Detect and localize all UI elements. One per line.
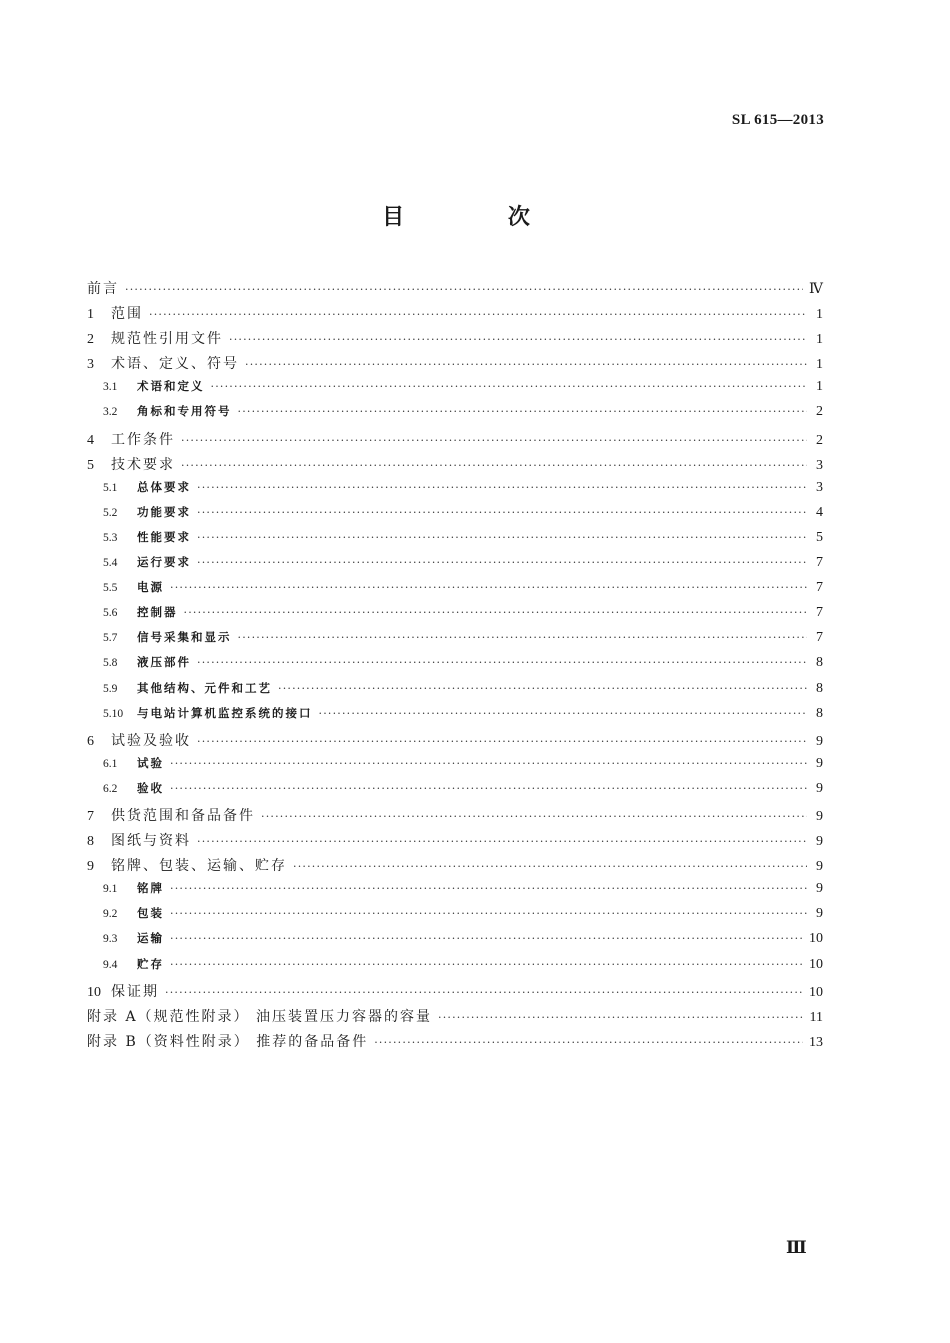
toc-entry-number: 6.2 (103, 782, 118, 795)
toc-entry-number: 5.2 (103, 506, 118, 519)
toc-leader-dots (319, 707, 808, 720)
toc-entry-number: 4 (87, 432, 94, 448)
toc-entry-label: 保证期 (111, 983, 159, 1000)
toc-entry-label: 运行要求 (137, 555, 191, 570)
toc-entry-label: 贮存 (137, 956, 164, 971)
toc-entry (87, 403, 823, 428)
toc-entry (87, 680, 823, 705)
toc-leader-dots (149, 308, 807, 321)
toc-leader-dots (229, 333, 807, 346)
toc-leader-dots (181, 434, 807, 447)
toc-entry-label: 范围 (111, 306, 143, 323)
toc-entry-label: 试验 (137, 755, 164, 770)
toc-entry-page: 9 (816, 906, 823, 922)
toc-title: 目 次 (382, 205, 578, 230)
toc-entry (87, 378, 823, 403)
toc-entry-label: 规范性引用文件 (111, 331, 223, 348)
toc-leader-dots (278, 682, 807, 695)
toc-entry-page: 3 (816, 479, 823, 495)
toc-leader-dots (197, 835, 807, 848)
toc-entry (87, 303, 823, 328)
toc-entry (87, 454, 823, 479)
toc-entry-number: 2 (87, 332, 94, 348)
toc-entry (87, 780, 823, 805)
toc-leader-dots (181, 459, 807, 472)
toc-leader-dots (170, 907, 807, 920)
toc-entry-number: 9.2 (103, 908, 118, 921)
toc-entry (87, 429, 823, 454)
toc-entry-number: 5.10 (103, 707, 124, 720)
toc-entry-label: 包装 (137, 906, 164, 921)
toc-leader-dots (165, 986, 803, 999)
toc-entry (87, 930, 823, 955)
toc-entry-label: 与电站计算机监控系统的接口 (137, 705, 313, 720)
toc-entry-page: 9 (816, 881, 823, 897)
toc-entry (87, 880, 823, 905)
toc-entry-page: 7 (816, 630, 823, 646)
toc-leader-dots (197, 735, 807, 748)
toc-entry (87, 654, 823, 679)
page-number: Ⅲ (786, 1238, 807, 1257)
toc-entry-label: 试验及验收 (111, 732, 191, 749)
toc-entry-page: 10 (809, 931, 823, 947)
toc-entry (87, 905, 823, 930)
toc-entry-page: 7 (816, 605, 823, 621)
toc-leader-dots (197, 506, 807, 519)
toc-entry (87, 579, 823, 604)
toc-leader-dots (170, 581, 807, 594)
toc-entry-page: 9 (816, 780, 823, 796)
toc-entry-number: 5.7 (103, 632, 118, 645)
toc-entry-label: 电源 (137, 580, 164, 595)
toc-entry-label: 附录 A（规范性附录） 油压装置压力容器的容量 (87, 1008, 433, 1025)
toc-entry-page: 9 (816, 834, 823, 850)
toc-leader-dots (245, 358, 807, 371)
toc-entry-label: 附录 B（资料性附录） 推荐的备品备件 (87, 1033, 369, 1050)
toc-entry-page: 9 (816, 755, 823, 771)
toc-entry-label: 液压部件 (137, 655, 191, 670)
toc-entry (87, 981, 823, 1006)
toc-entry-number: 5 (87, 457, 94, 473)
toc-entry-page: 2 (816, 432, 823, 448)
toc-entry-page: 8 (816, 680, 823, 696)
toc-entry-number: 8 (87, 834, 94, 850)
toc-entry (87, 353, 823, 378)
toc-entry-page: 4 (816, 504, 823, 520)
toc-entry-number: 7 (87, 808, 94, 824)
toc-entry (87, 479, 823, 504)
toc-entry-number: 5.8 (103, 657, 118, 670)
toc-leader-dots (438, 1011, 804, 1024)
toc-entry-label: 铭牌 (137, 881, 164, 896)
toc-entry-page: 9 (816, 859, 823, 875)
toc-entry-page: 13 (809, 1034, 823, 1050)
toc-entry-number: 6 (87, 733, 94, 749)
toc-entry-page: 3 (816, 457, 823, 473)
toc-leader-dots (238, 631, 808, 644)
toc-entry (87, 805, 823, 830)
toc-entry (87, 755, 823, 780)
toc-leader-dots (211, 380, 808, 393)
toc-entry (87, 730, 823, 755)
toc-entry-number: 5.6 (103, 607, 118, 620)
toc-entry-page: 5 (816, 529, 823, 545)
toc-entry-page: 1 (816, 307, 823, 323)
toc-entry (87, 1031, 823, 1056)
toc-entry-label: 总体要求 (137, 479, 191, 494)
toc-entry-label: 其他结构、元件和工艺 (137, 680, 272, 695)
toc-entry-number: 1 (87, 307, 94, 323)
toc-entry (87, 604, 823, 629)
toc-entry (87, 830, 823, 855)
toc-entry-page: 2 (816, 404, 823, 420)
toc-entry (87, 1006, 823, 1031)
toc-entry-page: 8 (816, 705, 823, 721)
toc-leader-dots (170, 757, 807, 770)
toc-leader-dots (170, 782, 807, 795)
toc-leader-dots (197, 556, 807, 569)
toc-entry-number: 3.1 (103, 381, 118, 394)
toc-leader-dots (170, 882, 807, 895)
toc-entry-page: Ⅳ (809, 282, 823, 297)
toc-entry-label: 供货范围和备品备件 (111, 807, 255, 824)
toc-leader-dots (293, 860, 807, 873)
toc-entry-label: 术语、定义、符号 (111, 356, 239, 373)
toc-entry-number: 5.5 (103, 582, 118, 595)
toc-entry (87, 529, 823, 554)
toc-entry-label: 验收 (137, 780, 164, 795)
toc-entry-number: 9.3 (103, 933, 118, 946)
toc-entry-number: 10 (87, 984, 101, 1000)
toc-entry (87, 554, 823, 579)
toc-entry-number: 5.9 (103, 682, 118, 695)
toc-entry-page: 1 (816, 332, 823, 348)
toc-entry-label: 图纸与资料 (111, 833, 191, 850)
toc-entry (87, 956, 823, 981)
toc-entry-label: 性能要求 (137, 529, 191, 544)
document-code: SL 615—2013 (731, 112, 824, 128)
toc-entry-label: 角标和专用符号 (137, 404, 232, 419)
toc-leader-dots (261, 810, 807, 823)
toc-entry-number: 6.1 (103, 757, 118, 770)
toc-entry-page: 9 (816, 808, 823, 824)
toc-entry-number: 5.3 (103, 531, 118, 544)
toc-leader-dots (197, 481, 807, 494)
toc-entry (87, 504, 823, 529)
toc-entry (87, 328, 823, 353)
toc-entry (87, 278, 823, 303)
toc-entry-label: 术语和定义 (137, 379, 205, 394)
toc-entry-number: 9.1 (103, 883, 118, 896)
toc-entry-number: 9.4 (103, 958, 118, 971)
toc-entry-page: 10 (809, 984, 823, 1000)
toc-leader-dots (238, 405, 808, 418)
toc-entry-page: 11 (809, 1009, 823, 1025)
toc-entry-page: 1 (816, 379, 823, 395)
toc-entry (87, 629, 823, 654)
toc-entry (87, 855, 823, 880)
toc-entry-label: 信号采集和显示 (137, 630, 232, 645)
toc-leader-dots (125, 283, 803, 296)
toc-entry-label: 铭牌、包装、运输、贮存 (111, 858, 287, 875)
toc-entry-number: 9 (87, 859, 94, 875)
table-of-contents (87, 278, 823, 1056)
toc-entry-label: 功能要求 (137, 504, 191, 519)
toc-entry-label: 技术要求 (111, 456, 175, 473)
toc-entry (87, 705, 823, 730)
toc-entry-label: 工作条件 (111, 431, 175, 448)
toc-entry-page: 1 (816, 357, 823, 373)
toc-leader-dots (184, 606, 808, 619)
toc-entry-page: 10 (809, 956, 823, 972)
toc-entry-number: 3.2 (103, 406, 118, 419)
toc-entry-page: 9 (816, 733, 823, 749)
toc-entry-label: 前言 (87, 281, 119, 297)
toc-entry-page: 7 (816, 580, 823, 596)
toc-leader-dots (170, 958, 803, 971)
toc-leader-dots (197, 531, 807, 544)
toc-entry-number: 5.1 (103, 481, 118, 494)
toc-entry-page: 7 (816, 555, 823, 571)
toc-entry-number: 5.4 (103, 557, 118, 570)
toc-entry-label: 运输 (137, 931, 164, 946)
toc-entry-number: 3 (87, 357, 94, 373)
toc-leader-dots (197, 656, 807, 669)
toc-leader-dots (170, 932, 803, 945)
toc-leader-dots (374, 1036, 803, 1049)
toc-entry-page: 8 (816, 655, 823, 671)
toc-entry-label: 控制器 (137, 605, 178, 620)
